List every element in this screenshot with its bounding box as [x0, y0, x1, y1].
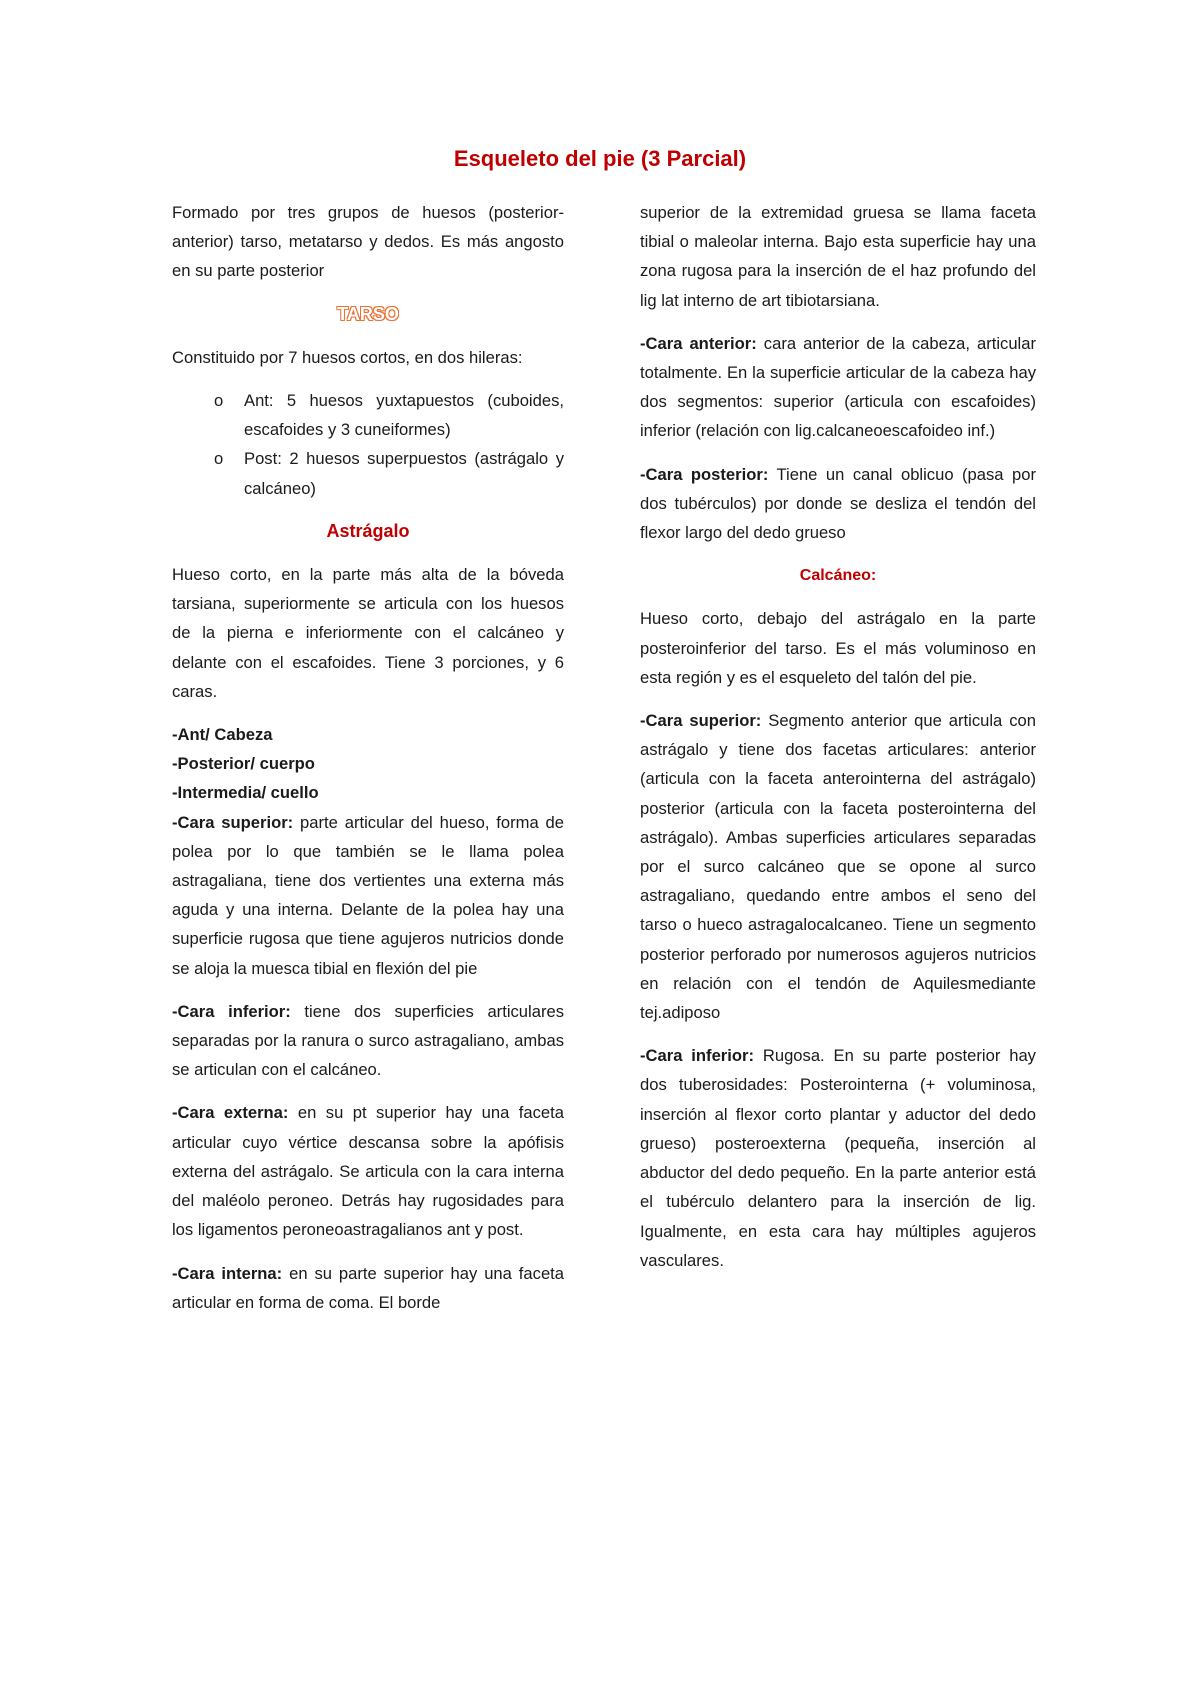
portion-item	[172, 720, 564, 749]
list-item	[172, 386, 564, 444]
cara-superior-text: parte articular del hueso, forma de polea por lo que también se le llama polea astragaliana, tiene dos vertientes una externa más aguda y una interna. Delante de la polea hay una superficie rugosa que tiene agujeros nutricios donde se aloja la muesca tibial en flexión del pie	[172, 812, 565, 978]
continuation-paragraph: superior de la extremidad gruesa se llama faceta tibial o maleolar interna. Bajo esta superficie hay una zona rugosa para la inserción de el haz profundo del lig lat interno de art tibiotarsiana.	[640, 203, 1036, 310]
portion-item	[172, 749, 564, 778]
astragalo-heading: Astrágalo	[326, 520, 410, 541]
cara-inferior-paragraph	[172, 997, 564, 1085]
list-item-text: Post: 2 huesos superpuestos (astrágalo y calcáneo)	[244, 449, 564, 498]
cara-interna-text: en su parte superior hay una faceta articular en forma de coma. El borde	[172, 1263, 565, 1312]
cara-posterior-paragraph	[640, 460, 1036, 548]
cara-superior-label: -Cara superior:	[172, 812, 294, 832]
portion-label: -Posterior/ cuerpo	[172, 754, 315, 774]
cara-externa-paragraph	[172, 1098, 564, 1244]
tarso-heading: TARSO	[337, 303, 399, 324]
cara-externa-text: en su pt superior hay una faceta articular cuyo vértice descansa sobre la apófisis externa del astrágalo. Se articula con la cara interna del maléolo peroneo. Detrás hay rugosidades para los ligamentos peroneoastragalianos ant y post.	[172, 1103, 564, 1240]
calcaneo-cara-inferior-text: Rugosa. En su parte posterior hay dos tuberosidades: Posterointerna (+ voluminosa, inserción al flexor corto plantar y aductor del dedo grueso) posteroexterna (pequeña, inserción al abductor del dedo pequeño. En la parte anterior está el tubérculo delantero para la inserción de lig. Igualmente, en esta cara hay múltiples agujeros vasculares.	[640, 1046, 1036, 1270]
cara-inferior-text: tiene dos superficies articulares separadas por la ranura o surco astragaliano, ambas se articulan con el calcáneo.	[172, 1001, 564, 1080]
cara-externa-label: -Cara externa:	[172, 1103, 289, 1123]
calcaneo-heading: Calcáneo:	[799, 567, 877, 585]
right-column	[640, 198, 1036, 1289]
cara-anterior-label: -Cara anterior:	[640, 333, 757, 353]
cara-inferior-label: -Cara inferior:	[172, 1001, 291, 1021]
calcaneo-cara-superior-paragraph	[640, 706, 1036, 1027]
cara-anterior-paragraph	[640, 329, 1036, 446]
list-item-text: Ant: 5 huesos yuxtapuestos (cuboides, escafoides y 3 cuneiformes)	[244, 391, 564, 440]
calcaneo-cara-inferior-label: -Cara inferior:	[640, 1046, 754, 1066]
bullet-marker: o	[214, 449, 224, 469]
cara-posterior-text: Tiene un canal oblicuo (pasa por dos tubérculos) por donde se desliza el tendón del flexor largo del dedo grueso	[640, 464, 1036, 543]
calcaneo-cara-inferior-paragraph	[640, 1041, 1036, 1275]
tarso-paragraph: Constituido por 7 huesos cortos, en dos hileras:	[172, 347, 523, 367]
intro-paragraph: Formado por tres grupos de huesos (posterior-anterior) tarso, metatarso y dedos. Es más angosto en su parte posterior	[172, 203, 564, 281]
cara-interna-paragraph	[172, 1259, 564, 1317]
cara-superior-paragraph	[172, 808, 564, 983]
cara-anterior-text: cara anterior de la cabeza, articular totalmente. En la superficie articular de la cabeza hay dos segmentos: superior (articula con escafoides) inferior (relación con lig.calcaneoescafoideo inf.)	[640, 333, 1036, 441]
left-column	[172, 198, 564, 1331]
portion-label: -Ant/ Cabeza	[172, 725, 273, 745]
cara-posterior-label: -Cara posterior:	[640, 464, 769, 484]
calcaneo-cara-superior-text: Segmento anterior que articula con astrágalo y tiene dos facetas articulares: anterior (articula con la faceta anterointerna del astrágalo) posterior (articula con la faceta posterointerna del astrágalo). Ambas superficies articulares separadas por el surco calcáneo que se opone al surco astragaliano, quedando entre ambos el seno del tarso o hueco astragalocalcaneo. Tiene un segmento posterior perforado por numerosos agujeros nutricios en relación con el tendón de Aquilesmediante tej.adiposo	[640, 711, 1036, 1023]
page-title: Esqueleto del pie (3 Parcial)	[453, 146, 747, 171]
astragalo-paragraph: Hueso corto, en la parte más alta de la bóveda tarsiana, superiormente se articula con los huesos de la pierna e inferiormente con el calcáneo y delante con el escafoides. Tiene 3 porciones, y 6 caras.	[172, 565, 564, 701]
bullet-marker: o	[214, 391, 224, 411]
list-item	[172, 444, 564, 502]
cara-interna-label: -Cara interna:	[172, 1263, 283, 1283]
calcaneo-cara-superior-label: -Cara superior:	[640, 711, 762, 731]
tarso-bullet-list	[172, 386, 564, 503]
portion-item	[172, 778, 564, 807]
portion-label: -Intermedia/ cuello	[172, 783, 319, 803]
calcaneo-paragraph: Hueso corto, debajo del astrágalo en la parte posteroinferior del tarso. Es el más voluminoso en esta región y es el esqueleto del talón del pie.	[640, 609, 1036, 687]
